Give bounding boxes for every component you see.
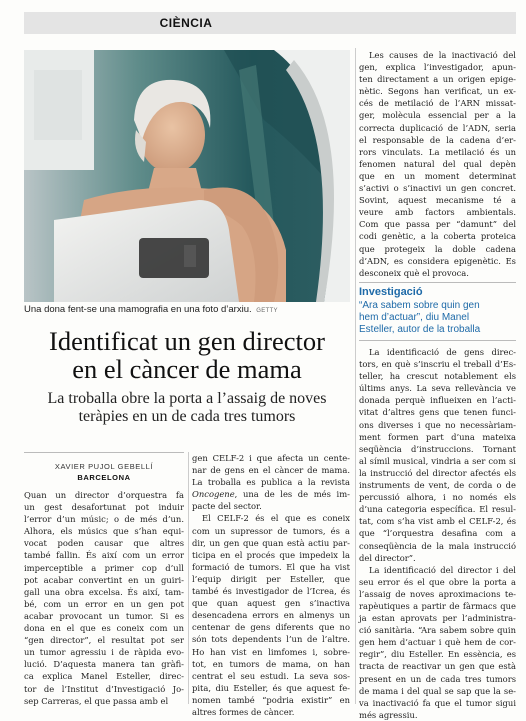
headline-line-1: Identificat un gen director xyxy=(49,326,325,356)
article-text-line: La troballa es publica a la revista xyxy=(192,477,350,488)
article-text-line: centenar de gens diferents que no xyxy=(192,622,350,633)
article-text-line: desconeix què el provoca. xyxy=(359,267,469,278)
article-text-line: gall una obra excelsa. És així, tam- xyxy=(24,586,184,597)
article-text-line: ca explica Manel Esteller, direc- xyxy=(24,671,184,682)
article-text-line: correcta duplicació de l’ADN, seria xyxy=(359,122,516,133)
article-text-line: gen CELF-2 i que afecta un cente- xyxy=(192,453,350,463)
article-text-line: acabar provocant un tumor. Si es xyxy=(24,610,184,621)
article-text-line: rapèutiques a partir de fàrmacs que xyxy=(359,600,516,611)
article-text-line: bé, com un error en un gen pot xyxy=(24,598,184,609)
article-text-line: nomen també “podria existir” en xyxy=(192,694,350,705)
article-text-line: nar de gens en el càncer de mama. xyxy=(192,465,350,476)
article-text-line: Oncogene, una de les de més im- xyxy=(192,489,350,500)
sidebar-kicker: Investigació xyxy=(359,286,423,298)
article-text-line: Sovint, aquest mecanisme té a xyxy=(359,195,516,206)
article-text-line: un tumor agressiu i de ràpida evo- xyxy=(24,647,184,658)
article-text-line: també fallin. És així com un error xyxy=(24,550,184,561)
pull-quote-line-2: hem d’actuar”, diu Manel xyxy=(359,312,470,323)
article-text-line: sep Carreras, el que passa amb el xyxy=(24,695,169,706)
article-text-line: teller, ha crescut notablement els xyxy=(359,371,516,382)
article-text-line: Les causes de la inactivació del xyxy=(369,50,516,60)
article-text-line: dir, un gen que quan està actiu par- xyxy=(192,537,350,548)
article-text-line: que en un moment determinat xyxy=(359,170,516,181)
article-text-line: lució. D’aquesta manera tan gràfi- xyxy=(24,659,184,670)
article-text-line: el responsable de la cadena d’er- xyxy=(359,134,516,145)
article-subheadline xyxy=(24,390,350,426)
sidebar-top-rule xyxy=(359,282,516,283)
photo-credit: GETTY xyxy=(256,308,278,314)
article-text-line: la instrucció del director afectés els xyxy=(359,467,516,478)
article-text-line: ons diverses i que no necessàriam- xyxy=(359,419,516,430)
article-text-line: l’error d’un músic; o de més d’un. xyxy=(24,514,184,525)
headline-line-2: en el càncer de mama xyxy=(72,354,302,384)
article-text-line: vitat d’altres gens que tenen funci- xyxy=(359,407,516,418)
byline-city: BARCELONA xyxy=(77,473,131,482)
article-text-line: Quan un director d’orquestra fa xyxy=(24,490,184,500)
article-headline xyxy=(24,327,350,383)
article-text-line: tracta de reactivar un gen que està xyxy=(359,661,516,672)
article-text-line: centrat el seu estudi. La seva sos- xyxy=(192,670,350,681)
article-text-line: l’assaig de noves aproximacions te- xyxy=(359,588,516,599)
article-text-line: l’equip dirigit per Esteller, que xyxy=(192,573,350,584)
byline xyxy=(24,461,184,483)
article-text-line: més agressiu. xyxy=(359,709,418,720)
article-text-line: que “l’orquestra desafina com a xyxy=(359,528,516,539)
article-text-line: La identificació del director i del xyxy=(369,564,516,575)
article-text-line: rors vinculats. La metilació és un xyxy=(359,146,516,157)
mammography-photo-illustration xyxy=(24,50,350,302)
article-text-line: Alhora, els músics que s’han equi- xyxy=(24,526,184,537)
article-text-line: conseqüència de la mala instrucció xyxy=(359,540,516,551)
article-text-line: un gest desafortunat pot induir xyxy=(24,502,184,513)
article-column-2 xyxy=(192,452,350,718)
article-text-line: s’activi o s’inactivi un gen concret. xyxy=(359,183,516,194)
caption-text: Una dona fent-se una mamografia en una foto d’arxiu. xyxy=(24,304,252,315)
article-text-line: va inactivació fa que el tumor sigui xyxy=(359,697,516,708)
article-column-3 xyxy=(359,49,516,279)
article-text-line: vocat poden causar que altres xyxy=(24,538,184,549)
article-text-line: ticipa en el procés que impedeix la xyxy=(192,549,350,560)
article-text-line: són tots dependents l’un de l’altre. xyxy=(192,634,350,645)
subheadline-line-1: La troballa obre la porta a l’assaig de noves xyxy=(47,390,327,407)
article-text-line: tor de l’Institut d’Investigació Jo- xyxy=(24,683,184,694)
article-text-line: Ho han vist en limfomes i, sobre- xyxy=(192,646,350,657)
article-text-line: de mama i del qual se sap que la se- xyxy=(359,685,516,696)
article-text-line: tat, com s’ha vist amb el CELF-2, és xyxy=(359,516,516,527)
article-text-line: gen hem d’actuar i què hem de cor- xyxy=(359,637,516,648)
sidebar-pull-quote xyxy=(359,300,516,336)
subheadline-line-2: teràpies en un de cada tres tumors xyxy=(78,408,296,425)
article-column-4 xyxy=(359,346,516,721)
article-column-1 xyxy=(24,489,184,707)
article-text-line: seqüència d’instruccions. Tornant xyxy=(359,443,516,454)
article-text-line: percussió alhora, i no només els xyxy=(359,492,516,503)
sidebar-bottom-rule xyxy=(359,340,516,341)
article-text-line: altres formes de càncer. xyxy=(192,706,295,717)
photo-caption xyxy=(24,304,350,315)
article-text-line: ten directament a un origen epige- xyxy=(359,74,516,85)
column-divider xyxy=(188,452,189,704)
pull-quote-line-3: Esteller, autor de la troballa xyxy=(359,324,481,335)
article-text-line: desencadena errors en almenys un xyxy=(192,610,350,621)
article-text-line: “gen director”, el resultat pot ser xyxy=(24,635,184,646)
column-divider-right xyxy=(355,48,356,704)
article-text-line: tot, en tumors de mama, on han xyxy=(192,658,350,669)
article-text-line: instruments de vent, de corda o de xyxy=(359,480,516,491)
article-text-line: cés de metilació de l’ARN missat- xyxy=(359,98,516,109)
article-text-line: formació de tumors. El que ha vist xyxy=(192,561,350,572)
article-text-line: imperceptible a primer cop d’ull xyxy=(24,562,184,573)
article-text-line: tors, en què s’inscriu el treball d’Es- xyxy=(359,359,516,370)
section-header xyxy=(24,12,516,34)
article-text-line: donada perquè influeixen en l’acti- xyxy=(359,395,516,406)
article-text-line: pot acabar convertint en un guiri- xyxy=(24,574,184,585)
article-text-line: present en un de cada tres tumors xyxy=(359,673,516,684)
article-text-line: nètic. Segons han verificat, un ex- xyxy=(359,86,516,97)
article-text-line: El CELF-2 és el que es coneix xyxy=(202,513,350,524)
article-text-line: ja estan aprovats per l’administra- xyxy=(359,613,516,624)
byline-divider xyxy=(24,452,184,453)
article-text-line: del director”. xyxy=(359,552,416,563)
article-text-line: gen, explica l’investigador, apun- xyxy=(359,62,516,73)
article-photo xyxy=(24,50,350,302)
article-text-line: codi genètic, a la coberta proteica xyxy=(359,231,516,242)
article-text-line: Com que passa per “damunt” del xyxy=(359,219,516,230)
article-text-line: pacte del sector. xyxy=(192,501,262,512)
article-text-line: dona en el que es coneix com un xyxy=(24,623,184,634)
article-text-line: com un supressor de tumors, és a xyxy=(192,525,350,536)
article-text-line: pita, diu Esteller, és que aquest fe- xyxy=(192,682,350,693)
section-label: CIÈNCIA xyxy=(159,16,213,30)
pull-quote-line-1: “Ara sabem sobre quin gen xyxy=(359,300,480,311)
article-text-line: ger, molècula essencial per a la xyxy=(359,110,516,121)
article-text-line: que protegeix la doble cadena xyxy=(359,243,516,254)
article-text-line: d’una categoria específica. El resul- xyxy=(359,504,516,515)
article-text-line: seu error és el que obre la porta a xyxy=(359,576,516,587)
article-text-line: que quan aquest gen s’inactiva xyxy=(192,598,350,609)
article-text-line: últims anys. La seva rellevància ve xyxy=(359,383,516,394)
article-text-line: La identificació de gens direc- xyxy=(369,347,516,357)
article-text-line: fenomen natural del qual depèn xyxy=(359,158,516,169)
article-text-line: d’ADN, es considera epigenètic. Es xyxy=(359,255,516,266)
article-text-line: al símil musical, vindria a ser com si xyxy=(359,455,516,466)
author-name: XAVIER PUJOL GEBELLÍ xyxy=(54,462,154,471)
article-text-line: veure amb factors ambientals. xyxy=(359,207,516,218)
article-text-line: ció sanitària. “Ara sabem sobre quin xyxy=(359,625,516,636)
article-text-line: també és investigador de l’Icrea, és xyxy=(192,586,350,597)
article-text-line: regir”, diu Esteller. En essència, es xyxy=(359,649,516,660)
article-text-line: ment formen part d’una mateixa xyxy=(359,431,516,442)
